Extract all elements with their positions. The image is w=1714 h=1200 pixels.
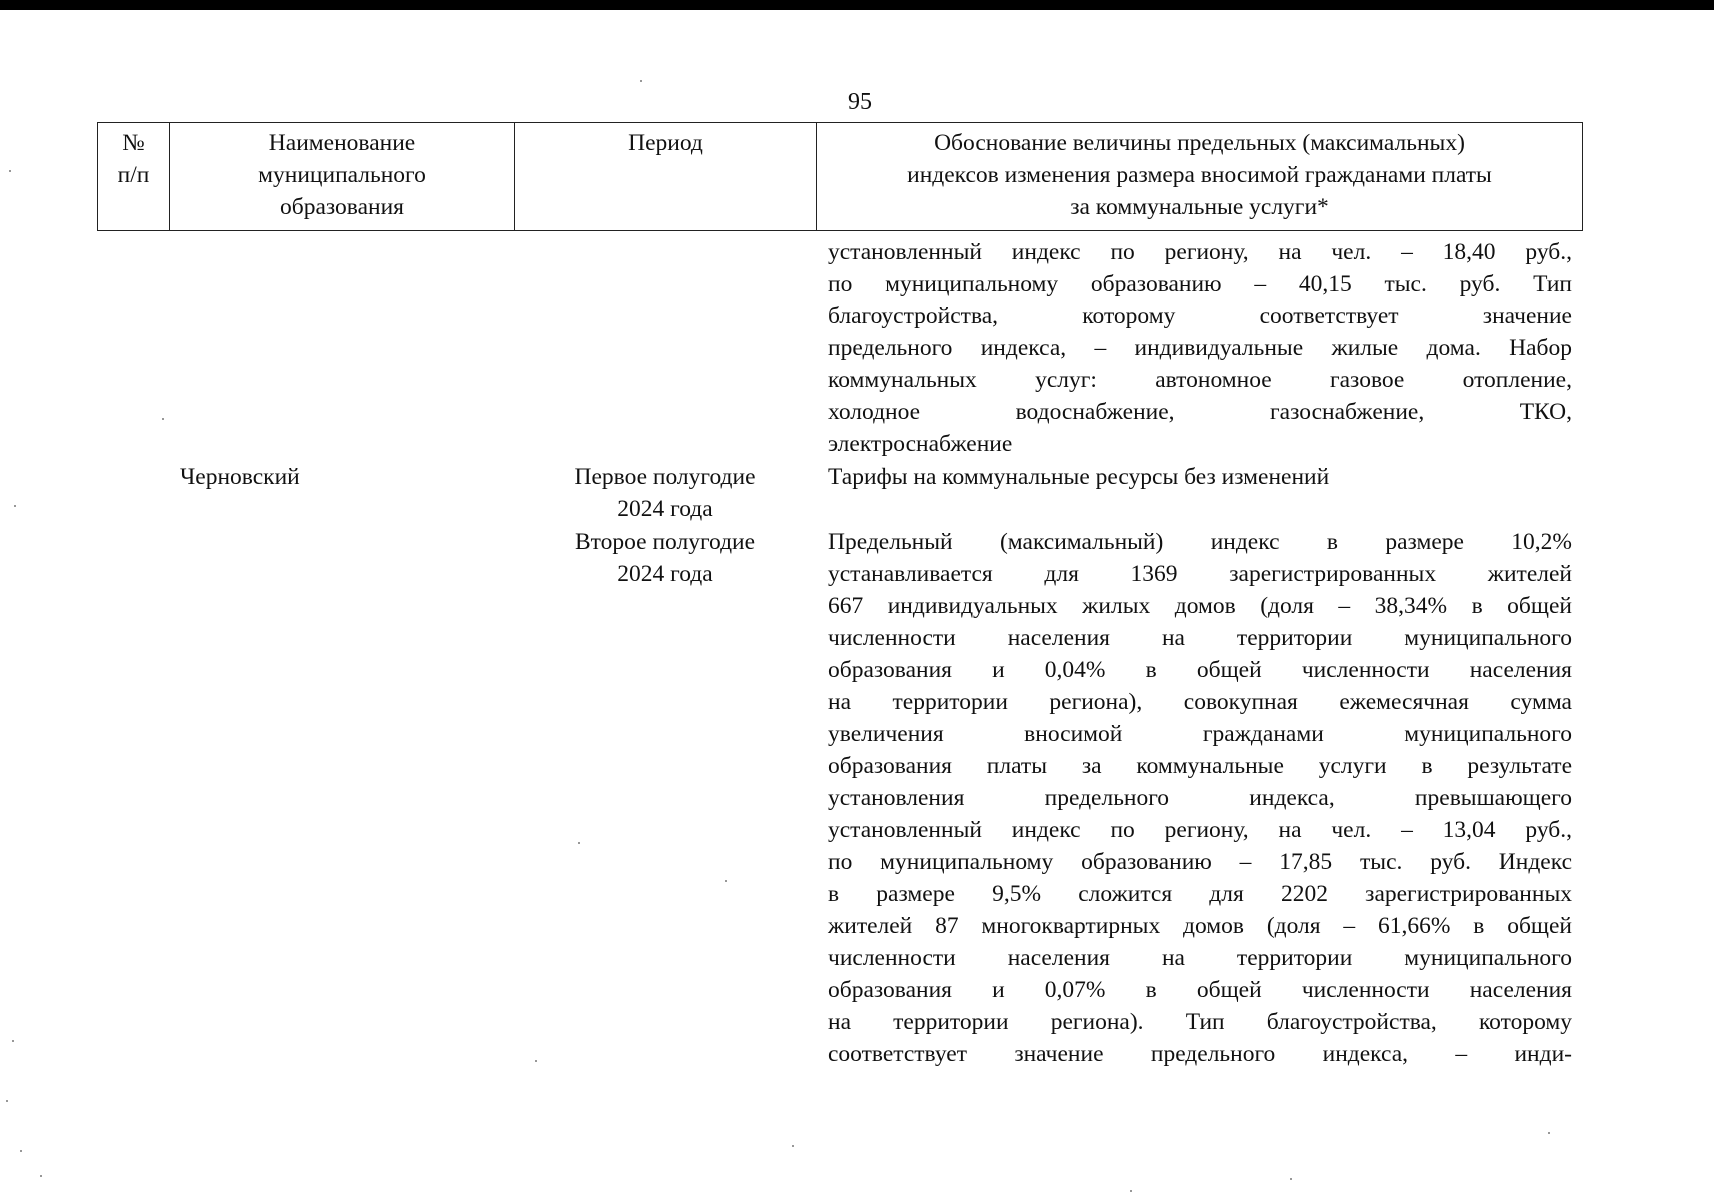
scan-speck xyxy=(792,1145,794,1147)
basis-first-half: Тарифы на коммунальные ресурсы без изменений xyxy=(828,464,1330,490)
scan-speck xyxy=(1290,1178,1292,1180)
continuation-line: электроснабжение xyxy=(828,431,1013,457)
continuation-line: предельного индекса, – индивидуальные жилые дома. Набор xyxy=(828,335,1572,361)
basis-line: увеличения вносимой гражданами муниципального xyxy=(828,721,1572,747)
header-col-period: Период xyxy=(515,123,817,230)
continuation-line: установленный индекс по региону, на чел. – 18,40 руб., xyxy=(828,239,1572,265)
basis-line: установления предельного индекса, превышающего xyxy=(828,785,1572,811)
scan-speck xyxy=(20,1150,22,1152)
scan-speck xyxy=(640,80,642,82)
period-second-half xyxy=(540,526,790,590)
basis-line: соответствует значение предельного индекса, – инди- xyxy=(828,1041,1572,1067)
basis-line: Предельный (максимальный) индекс в размере 10,2% xyxy=(828,529,1572,555)
scan-speck xyxy=(725,880,727,882)
basis-line: на территории региона). Тип благоустройства, которому xyxy=(828,1009,1572,1035)
scan-speck xyxy=(14,505,16,507)
basis-line: по муниципальному образованию – 17,85 тыс. руб. Индекс xyxy=(828,849,1572,875)
basis-line: устанавливается для 1369 зарегистрированных жителей xyxy=(828,561,1572,587)
scan-speck xyxy=(1548,1132,1550,1134)
basis-line: численности населения на территории муниципального xyxy=(828,945,1572,971)
scan-speck xyxy=(535,1060,537,1062)
header-col-number: № п/п xyxy=(98,123,170,230)
scan-speck xyxy=(162,418,164,420)
scan-speck xyxy=(578,842,580,844)
basis-line: на территории региона), совокупная ежемесячная сумма xyxy=(828,689,1572,715)
municipality-name: Черновский xyxy=(180,464,300,490)
basis-line: 667 индивидуальных жилых домов (доля – 38,34% в общей xyxy=(828,593,1572,619)
scan-top-border xyxy=(0,0,1714,10)
scan-speck xyxy=(40,1175,42,1177)
continuation-line: по муниципальному образованию – 40,15 тыс. руб. Тип xyxy=(828,271,1572,297)
table-header xyxy=(97,122,1583,231)
basis-line: образования и 0,04% в общей численности населения xyxy=(828,657,1572,683)
basis-line: жителей 87 многоквартирных домов (доля – 61,66% в общей xyxy=(828,913,1572,939)
basis-line: образования и 0,07% в общей численности населения xyxy=(828,977,1572,1003)
scan-speck xyxy=(9,170,11,172)
continuation-line: коммунальных услуг: автономное газовое отопление, xyxy=(828,367,1572,393)
page-number: 95 xyxy=(848,89,872,115)
header-col-basis: Обоснование величины предельных (максимальных) индексов изменения размера вносимой гражданами платы за коммунальные услуги* xyxy=(907,130,1492,220)
header-col-municipality: Наименование муниципального образования xyxy=(170,123,515,230)
basis-line: численности населения на территории муниципального xyxy=(828,625,1572,651)
period-first-half-line2: 2024 года xyxy=(617,496,713,522)
scan-speck xyxy=(1130,1190,1132,1192)
period-first-half-line1: Первое полугодие xyxy=(574,464,756,490)
scan-speck xyxy=(12,1040,14,1042)
basis-line: образования платы за коммунальные услуги в результате xyxy=(828,753,1572,779)
period-first-half xyxy=(540,461,790,525)
continuation-line: холодное водоснабжение, газоснабжение, ТКО, xyxy=(828,399,1572,425)
basis-line: установленный индекс по региону, на чел. – 13,04 руб., xyxy=(828,817,1572,843)
period-second-half-line1: Второе полугодие xyxy=(574,529,756,555)
period-second-half-line2: 2024 года xyxy=(617,561,713,587)
continuation-line: благоустройства, которому соответствует значение xyxy=(828,303,1572,329)
basis-line: в размере 9,5% сложится для 2202 зарегистрированных xyxy=(828,881,1572,907)
scan-speck xyxy=(6,1100,8,1102)
